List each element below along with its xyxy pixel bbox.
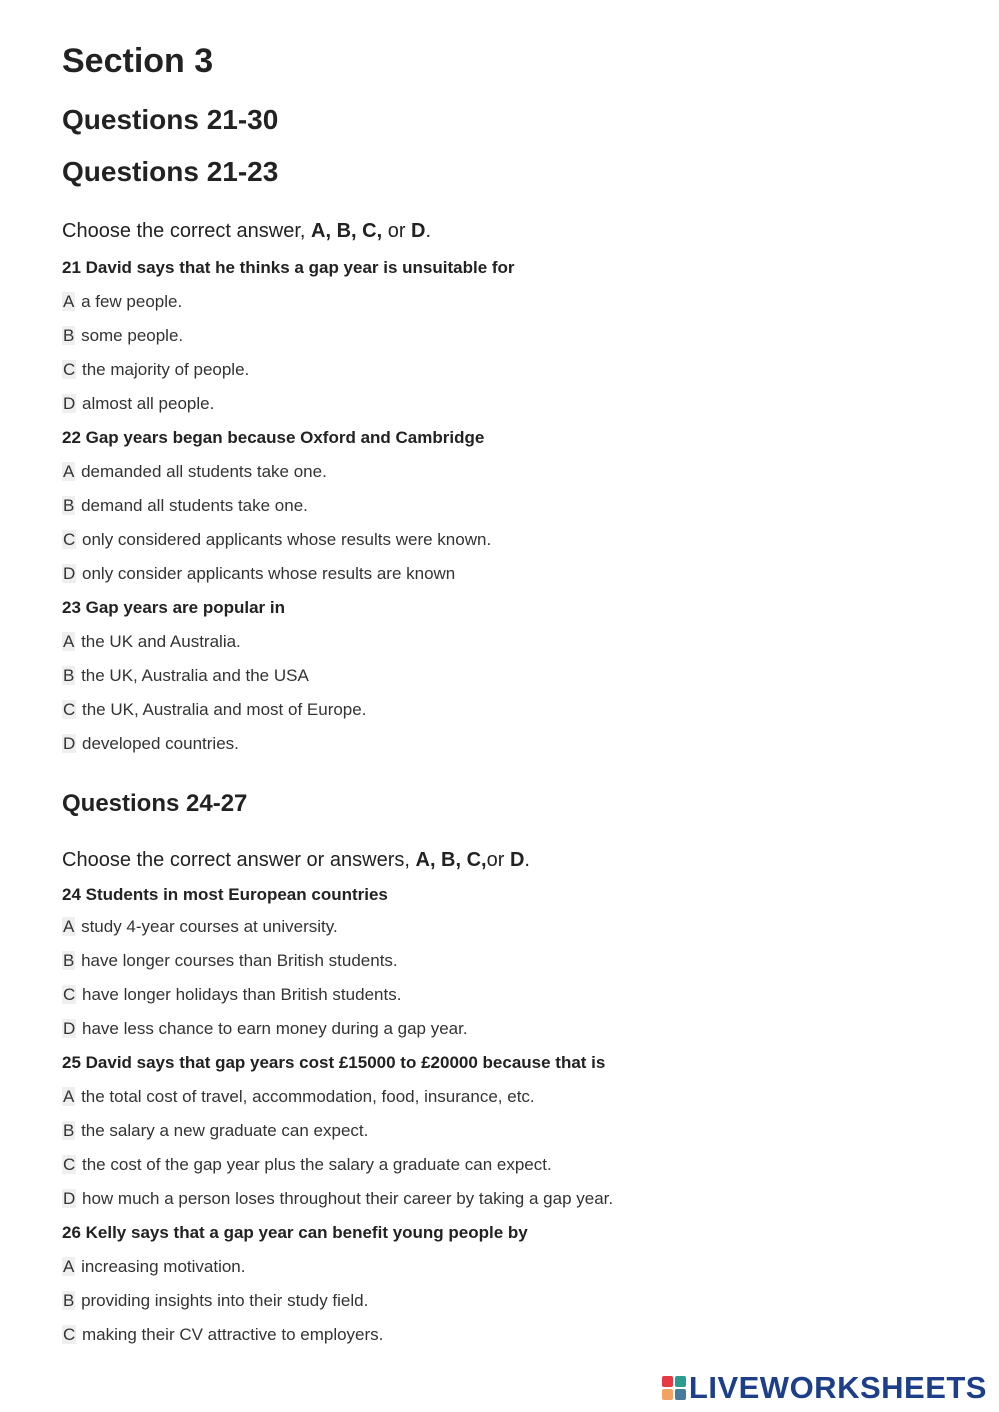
question-22-option-a[interactable]: A demanded all students take one. <box>63 462 327 481</box>
question-24-option-c[interactable]: C have longer holidays than British students. <box>63 985 402 1004</box>
question-21-stem: 21 David says that he thinks a gap year is unsuitable for <box>62 258 515 277</box>
liveworksheets-logo <box>662 1370 987 1406</box>
group1-heading: Questions 21-23 <box>62 156 279 187</box>
question-23-option-b[interactable]: B the UK, Australia and the USA <box>63 666 309 685</box>
logo-square-1 <box>662 1376 673 1387</box>
question-25-option-b[interactable]: B the salary a new graduate can expect. <box>63 1121 369 1140</box>
question-22-stem: 22 Gap years began because Oxford and Cambridge <box>62 428 485 447</box>
section-title: Section 3 <box>62 42 214 80</box>
liveworksheets-wordmark: LIVEWORKSHEETS <box>688 1370 987 1405</box>
liveworksheets-icon <box>662 1376 686 1400</box>
group2-instruction: Choose the correct answer or answers, A, B, C,or D. <box>62 849 530 871</box>
question-26-option-a[interactable]: A increasing motivation. <box>63 1257 246 1276</box>
question-24-option-b[interactable]: B have longer courses than British students. <box>63 951 398 970</box>
question-24-option-a[interactable]: A study 4-year courses at university. <box>63 917 338 936</box>
question-25-option-c[interactable]: C the cost of the gap year plus the salary a graduate can expect. <box>63 1155 552 1174</box>
question-25-option-a[interactable]: A the total cost of travel, accommodation, food, insurance, etc. <box>63 1087 535 1106</box>
question-26-stem: 26 Kelly says that a gap year can benefit young people by <box>62 1223 528 1242</box>
question-21-option-d[interactable]: D almost all people. <box>63 394 215 413</box>
logo-square-3 <box>662 1389 673 1400</box>
question-24-stem: 24 Students in most European countries <box>62 885 388 904</box>
question-22-option-d[interactable]: D only consider applicants whose results are known <box>63 564 456 583</box>
question-22-option-b[interactable]: B demand all students take one. <box>63 496 308 515</box>
question-22-option-c[interactable]: C only considered applicants whose results were known. <box>63 530 492 549</box>
logo-square-2 <box>675 1376 686 1387</box>
question-23-option-a[interactable]: A the UK and Australia. <box>63 632 241 651</box>
questions-range-heading: Questions 21-30 <box>62 104 279 135</box>
question-26-option-b[interactable]: B providing insights into their study field. <box>63 1291 369 1310</box>
question-24-option-d[interactable]: D have less chance to earn money during a gap year. <box>63 1019 468 1038</box>
question-23-option-c[interactable]: C the UK, Australia and most of Europe. <box>63 700 367 719</box>
question-21-option-b[interactable]: B some people. <box>63 326 184 345</box>
question-25-stem: 25 David says that gap years cost £15000 to £20000 because that is <box>62 1053 606 1072</box>
question-23-stem: 23 Gap years are popular in <box>62 598 285 617</box>
question-21-option-a[interactable]: A a few people. <box>63 292 183 311</box>
group2-heading: Questions 24-27 <box>62 790 248 817</box>
group1-instruction: Choose the correct answer, A, B, C, or D. <box>62 220 432 242</box>
question-21-option-c[interactable]: C the majority of people. <box>63 360 250 379</box>
question-23-option-d[interactable]: D developed countries. <box>63 734 239 753</box>
question-26-option-c[interactable]: C making their CV attractive to employers. <box>63 1325 384 1344</box>
logo-square-4 <box>675 1389 686 1400</box>
question-25-option-d[interactable]: D how much a person loses throughout their career by taking a gap year. <box>63 1189 614 1208</box>
